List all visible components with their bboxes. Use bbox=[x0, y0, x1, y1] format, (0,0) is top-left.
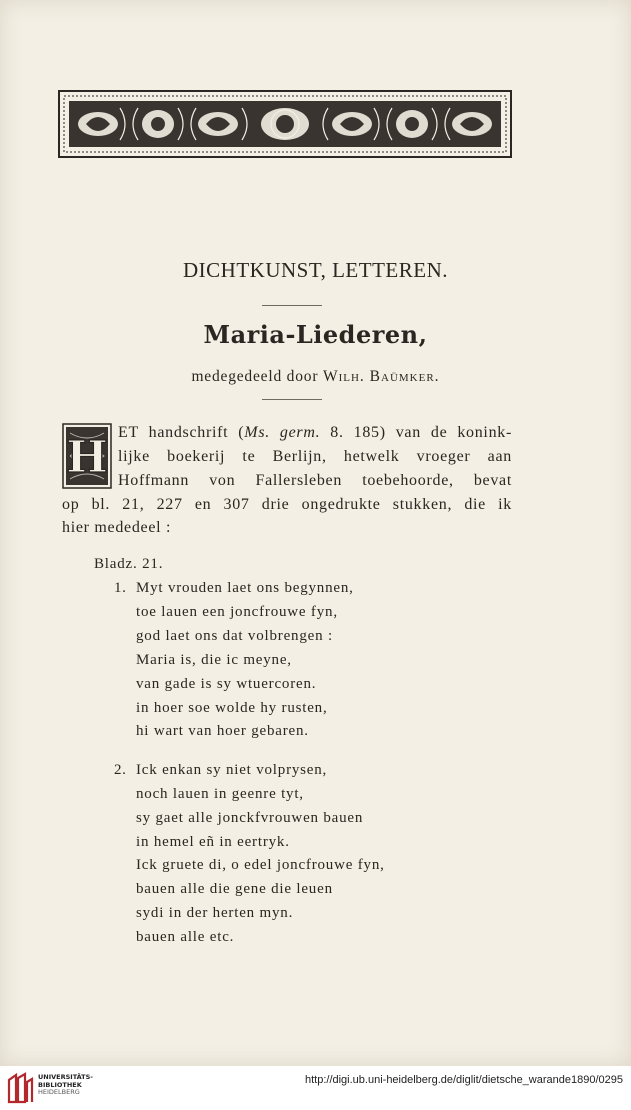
byline bbox=[0, 368, 631, 386]
section-title: DICHTKUNST, LETTEREN. bbox=[183, 258, 448, 282]
verse-line: god laet ons dat volbrengen : bbox=[136, 628, 333, 644]
verse-line: bauen alle etc. bbox=[136, 929, 235, 945]
verse-line: sy gaet alle jonckfvrouwen bauen bbox=[136, 810, 364, 826]
intro-line-4: op bl. 21, 227 en 307 drie ongedrukte stukken, die ik bbox=[62, 496, 512, 513]
verse-line: Myt vrouden laet ons begynnen, bbox=[136, 580, 354, 596]
verse-line: in hoer soe wolde hy rusten, bbox=[136, 700, 328, 716]
library-name: UNIVERSITÄTS- BIBLIOTHEK HEIDELBERG bbox=[38, 1073, 93, 1096]
dropcap-initial bbox=[62, 423, 112, 489]
intro-line-3: Hoffmann von Fallersleben toebehoorde, bevat bbox=[118, 472, 512, 489]
verse-line: Maria is, die ic meyne, bbox=[136, 652, 292, 668]
dropcap-letter: H bbox=[66, 432, 108, 483]
header-ornament bbox=[58, 90, 512, 158]
byline-prefix: medegedeeld door bbox=[191, 368, 323, 385]
viewer-footer bbox=[0, 1066, 631, 1110]
page-reference: Bladz. 21. bbox=[94, 556, 164, 572]
verse-line: toe lauen een joncfrouwe fyn, bbox=[136, 604, 338, 620]
verse-line: noch lauen in geenre tyt, bbox=[136, 786, 304, 802]
manuscript-ref: Ms. germ. bbox=[244, 424, 321, 441]
library-logo-icon[interactable] bbox=[6, 1072, 34, 1104]
verse-line: hi wart van hoer gebaren. bbox=[136, 723, 309, 739]
intro-line-5: hier mededeel : bbox=[62, 519, 172, 536]
source-url-link[interactable]: http://digi.ub.uni-heidelberg.de/diglit/dietsche_warande1890/0295 bbox=[304, 1074, 623, 1086]
verse-number: 2. bbox=[114, 762, 127, 778]
verse-number: 1. bbox=[114, 580, 127, 596]
divider-rule bbox=[262, 399, 322, 400]
verse-line: bauen alle die gene die leuen bbox=[136, 881, 333, 897]
verse-line: Ick gruete di, o edel joncfrouwe fyn, bbox=[136, 857, 385, 873]
intro-line-1: ET handschrift (Ms. germ. 8. 185) van de konink- bbox=[118, 424, 513, 441]
verse-line: Ick enkan sy niet volprysen, bbox=[136, 762, 328, 778]
verse-line: sydi in der herten myn. bbox=[136, 905, 294, 921]
article-title: Maria-Liederen, bbox=[203, 320, 428, 349]
verse-line: in hemel eñ in eertryk. bbox=[136, 834, 290, 850]
byline-author: Wilh. Baümker. bbox=[322, 368, 440, 385]
divider-rule bbox=[262, 305, 322, 306]
verse-line: van gade is sy wtuercoren. bbox=[136, 676, 317, 692]
intro-line-2: lijke boekerij te Berlijn, hetwelk vroeger aan bbox=[118, 448, 512, 465]
